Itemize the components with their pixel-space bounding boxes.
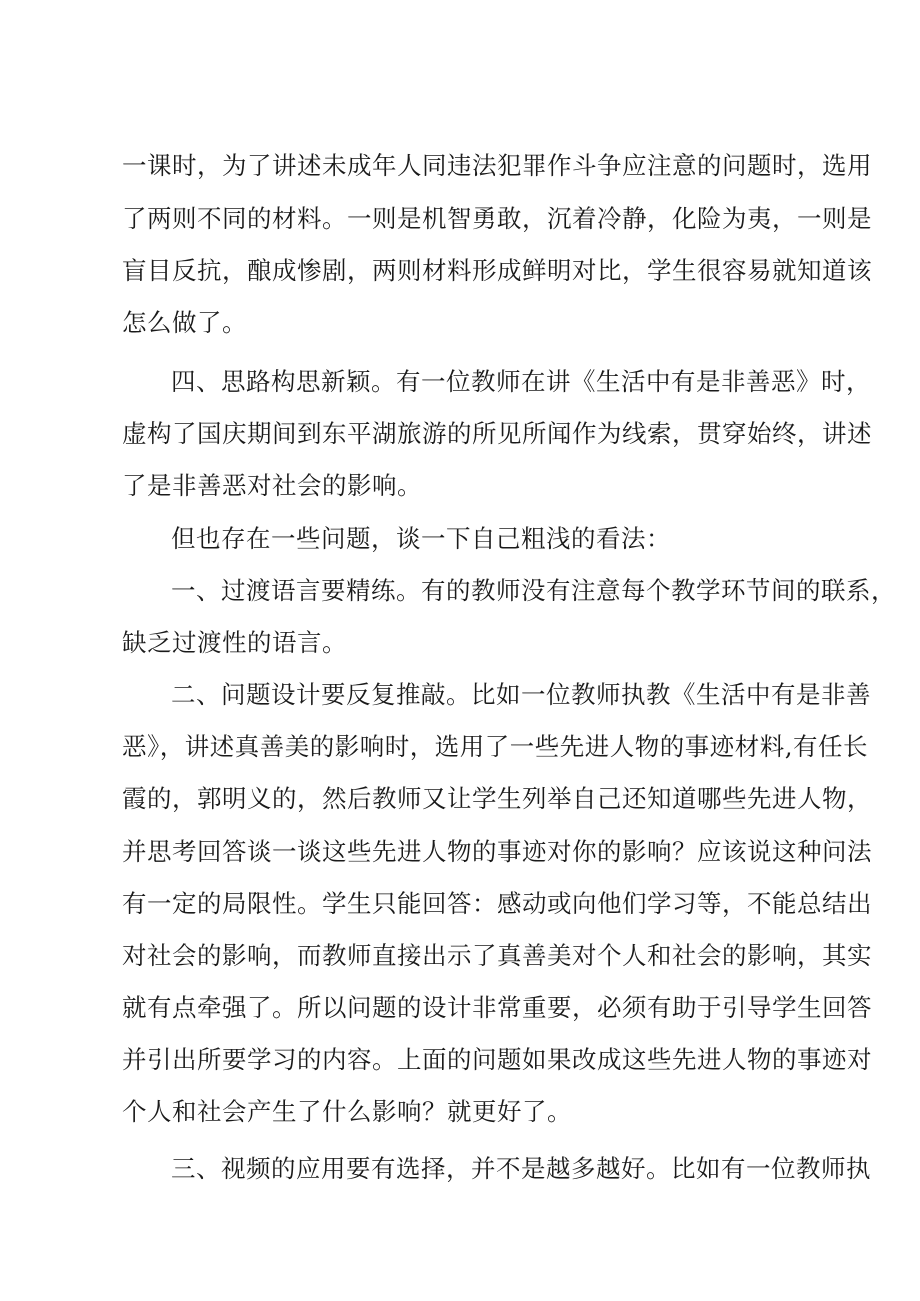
paragraph-start-line: 四、思路构思新颖。有一位教师在讲《生活中有是非善恶》时， xyxy=(171,367,871,396)
text-line: 就有点牵强了。所以问题的设计非常重要，必须有助于引导学生回答 xyxy=(122,993,872,1022)
text-line: 有一定的局限性。学生只能回答：感动或向他们学习等，不能总结出 xyxy=(122,889,872,918)
text-line: 个人和社会产生了什么影响？就更好了。 xyxy=(122,1097,572,1126)
text-line: 虚构了国庆期间到东平湖旅游的所见所闻作为线索，贯穿始终，讲述 xyxy=(122,419,872,448)
text-line: 霞的，郭明义的，然后教师又让学生列举自己还知道哪些先进人物， xyxy=(122,784,872,813)
text-line: 恶》，讲述真善美的影响时，选用了一些先进人物的事迹材料,有任长 xyxy=(122,732,869,761)
paragraph-start-line: 三、视频的应用要有选择，并不是越多越好。比如有一位教师执 xyxy=(171,1154,871,1183)
text-line: 并引出所要学习的内容。上面的问题如果改成这些先进人物的事迹对 xyxy=(122,1045,872,1074)
text-line: 对社会的影响，而教师直接出示了真善美对个人和社会的影响，其实 xyxy=(122,941,872,970)
paragraph-start-line: 二、问题设计要反复推敲。比如一位教师执教《生活中有是非善 xyxy=(171,680,871,709)
text-line: 一课时，为了讲述未成年人同违法犯罪作斗争应注意的问题时，选用 xyxy=(122,151,872,180)
text-line: 缺乏过渡性的语言。 xyxy=(122,628,347,657)
text-line: 了是非善恶对社会的影响。 xyxy=(122,471,422,500)
paragraph-start-line: 但也存在一些问题，谈一下自己粗浅的看法： xyxy=(171,524,671,553)
text-line: 并思考回答谈一谈这些先进人物的事迹对你的影响？应该说这种问法 xyxy=(122,837,872,866)
text-line: 了两则不同的材料。一则是机智勇敢，沉着冷静，化险为夷，一则是 xyxy=(122,204,872,233)
paragraph-start-line: 一、过渡语言要精练。有的教师没有注意每个教学环节间的联系， xyxy=(171,576,896,605)
text-line: 盲目反抗，酿成惨剧，两则材料形成鲜明对比，学生很容易就知道该 xyxy=(122,256,872,285)
text-line: 怎么做了。 xyxy=(122,308,247,337)
